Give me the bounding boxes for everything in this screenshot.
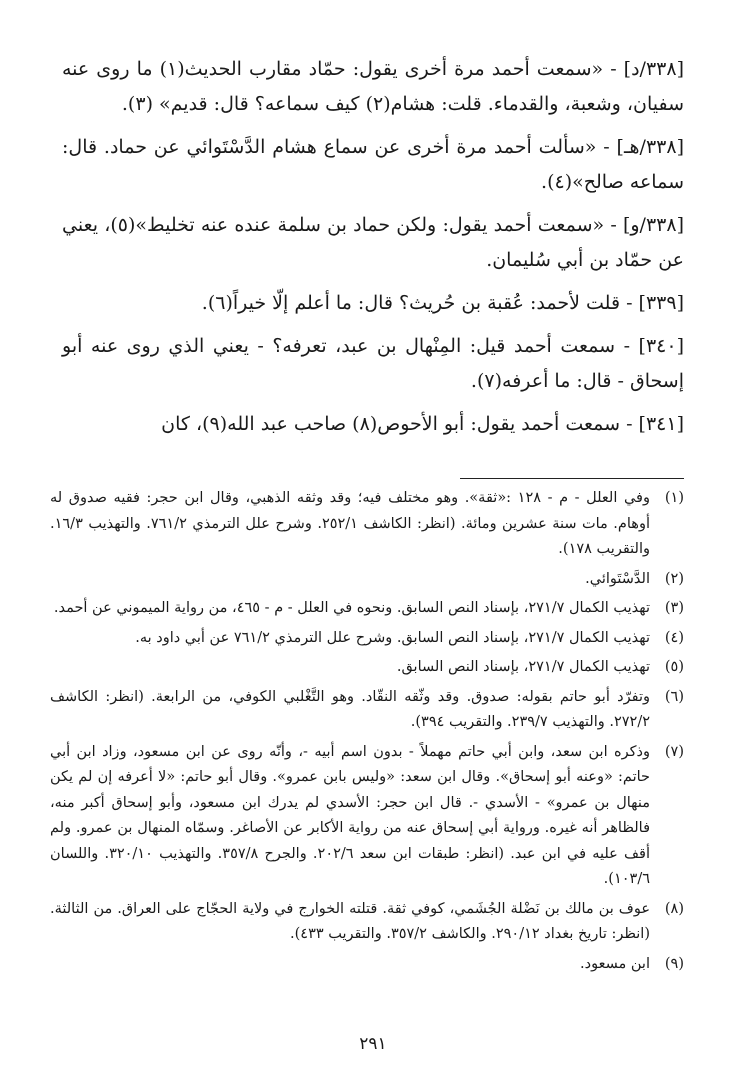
footnotes: [50, 486, 684, 981]
footnote: [50, 626, 684, 652]
footnote-separator: [460, 478, 684, 479]
footnote: [50, 897, 684, 948]
paragraph-339: [٣٣٩] - قلت لأحمد: عُقبة بن حُريث؟ قال: ما أعلم إلّا خيراً(٦).: [201, 292, 684, 314]
main-text: [62, 52, 684, 450]
footnote-text: عوف بن مالك بن نَضْلة الجُشَمي، كوفي ثقة. قتلته الخوارج في ولاية الحجّاج على العراق. من الثالثة. (انظر: تاريخ بغداد ٢٩٠/١٢. والكاشف ٣٥٧/٢. والتقريب ٤٣٣).: [50, 900, 650, 942]
footnote: [50, 952, 684, 978]
paragraph-338h: [٣٣٨/هـ] - «سألت أحمد مرة أخرى عن سماع هشام الدَّسْتَوائي عن حماد. قال: سماعه صالح»(٤).: [62, 136, 684, 193]
footnote: [50, 567, 684, 593]
footnote-text: تهذيب الكمال ٢٧١/٧، بإسناد النص السابق. وشرح علل الترمذي ٧٦١/٢ عن أبي داود به.: [135, 629, 650, 646]
footnote: [50, 596, 684, 622]
footnote: [50, 655, 684, 681]
footnote-number: (٢): [664, 570, 684, 587]
footnote-number: (٧): [664, 743, 684, 760]
footnote-number: (٤): [664, 629, 684, 646]
footnote: [50, 740, 684, 893]
footnote-number: (٨): [664, 900, 684, 917]
footnote-text: الدَّسْتَوائي.: [585, 570, 650, 587]
footnote-number: (٩): [664, 955, 684, 972]
footnote-text: ابن مسعود.: [580, 955, 650, 972]
footnote-number: (١): [664, 490, 684, 506]
footnote-text: وذكره ابن سعد، وابن أبي حاتم مهملاً - بدون اسم أبيه -، وأنّه روى عن ابن مسعود، وزاد ابن أبي حاتم: «وعنه أبو إسحاق». وقال ابن سعد: «وليس بابن عمرو». وقال أبو حاتم: «لا أعرفه إن لم يكن منهال بن عمرو» - الأسدي -. قال ابن حجر: الأسدي لم يدرك ابن مسعود، وأبو إسحاق أكبر منه، فالظاهر أنه غيره. ورواية أبي إسحاق عنه من رواية الأكابر عن الأصاغر. وسمّاه المنهال بن عمرو. ولم أقف عليه في ابن عبد. (انظر: طبقات ابن سعد ٢٠٢/٦. والجرح ٣٥٧/٨. والتهذيب ٣٢٠/١٠. واللسان ١٠٣/٦).: [50, 743, 650, 887]
paragraph-340: [٣٤٠] - سمعت أحمد قيل: المِنْهال بن عبد، تعرفه؟ - يعني الذي روى عنه أبو إسحاق - قال: ما أعرفه(٧).: [62, 335, 684, 392]
footnote: [50, 685, 684, 736]
footnote-text: وتفرّد أبو حاتم بقوله: صدوق. وقد وثّقه النقّاد. وهو التَّغْلبي الكوفي، من الرابعة. (انظر: الكاشف ٢٧٢/٢. والتهذيب ٢٣٩/٧. والتقريب ٣٩٤).: [50, 688, 650, 730]
paragraph-341: [٣٤١] - سمعت أحمد يقول: أبو الأحوص(٨) صاحب عبد الله(٩)، كان: [161, 413, 684, 435]
footnote-text: وفي العلل - م - ١٢٨ :«ثقة». وهو مختلف فيه؛ وقد وثقه الذهبي، وقال ابن حجر: فقيه صدوق له أوهام. مات سنة عشرين ومائة. (انظر: الكاشف ٢٥٢/١. وشرح علل الترمذي ٧٦١/٢. والتهذيب ١٦/٣. والتقريب ١٧٨).: [50, 490, 650, 557]
footnote-number: (٣): [664, 600, 684, 616]
footnote-text: تهذيب الكمال ٢٧١/٧، بإسناد النص السابق. ونحوه في العلل - م - ٤٦٥، من رواية الميموني عن أحمد.: [53, 600, 650, 616]
footnote-number: (٦): [664, 688, 684, 705]
paragraph-338w: [٣٣٨/و] - «سمعت أحمد يقول: ولكن حماد بن سلمة عنده عنه تخليط»(٥)، يعني عن حمّاد بن أبي سُليمان.: [62, 214, 685, 271]
footnote: [50, 486, 684, 563]
footnote-number: (٥): [664, 659, 684, 675]
page-number: ٢٩١: [359, 1034, 387, 1054]
paragraph-338d: [٣٣٨/د] - «سمعت أحمد مرة أخرى يقول: حمّاد مقارب الحديث(١) ما روى عنه سفيان، وشعبة، والقدماء. قلت: هشام(٢) كيف سماعه؟ قال: قديم» (٣).: [62, 58, 684, 115]
footnote-text: تهذيب الكمال ٢٧١/٧، بإسناد النص السابق.: [396, 659, 650, 675]
